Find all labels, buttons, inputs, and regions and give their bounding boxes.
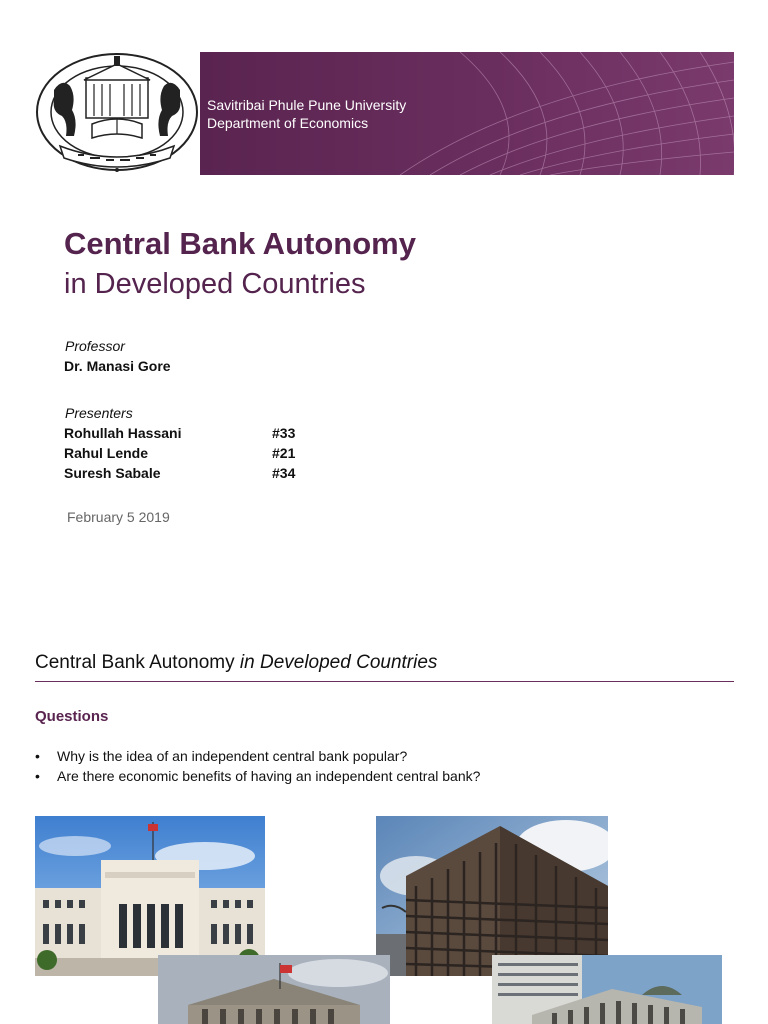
list-item (35, 768, 480, 784)
presenter-id: #34 (272, 465, 296, 481)
presentation-title: Central Bank Autonomy (64, 226, 416, 261)
slide-title (35, 652, 437, 674)
bullet-icon: • (35, 768, 40, 784)
university-seal-icon (34, 50, 200, 175)
central-bank-photo (158, 955, 390, 1024)
presentation-date: February 5 2019 (67, 509, 170, 525)
presenter-row (64, 445, 324, 465)
presentation-subtitle: in Developed Countries (64, 268, 366, 300)
presenter-row (64, 425, 324, 445)
slide-title-italic: in Developed Countries (239, 652, 438, 673)
university-name: Savitribai Phule Pune University (207, 97, 407, 113)
section-heading: Questions (35, 708, 109, 725)
presenter-id: #21 (272, 445, 296, 461)
list-item-text: Why is the idea of an independent central bank popular? (57, 748, 408, 764)
presenter-name: Rahul Lende (64, 445, 149, 461)
list-item (35, 748, 407, 764)
central-bank-photo (492, 955, 722, 1024)
header-banner (200, 52, 734, 175)
bullet-icon: • (35, 748, 40, 764)
central-bank-photo (35, 816, 265, 976)
divider (35, 681, 734, 682)
list-item-text: Are there economic benefits of having an independent central bank? (57, 768, 481, 784)
presenter-name: Suresh Sabale (64, 465, 161, 481)
professor-label: Professor (65, 338, 125, 354)
central-bank-photo (376, 816, 608, 976)
department-name: Department of Economics (207, 115, 369, 131)
slide-title-plain: Central Bank Autonomy (35, 652, 235, 673)
professor-name: Dr. Manasi Gore (64, 358, 171, 374)
presenter-row (64, 465, 324, 485)
presenter-id: #33 (272, 425, 296, 441)
presenters-label: Presenters (65, 405, 133, 421)
presenter-name: Rohullah Hassani (64, 425, 182, 441)
